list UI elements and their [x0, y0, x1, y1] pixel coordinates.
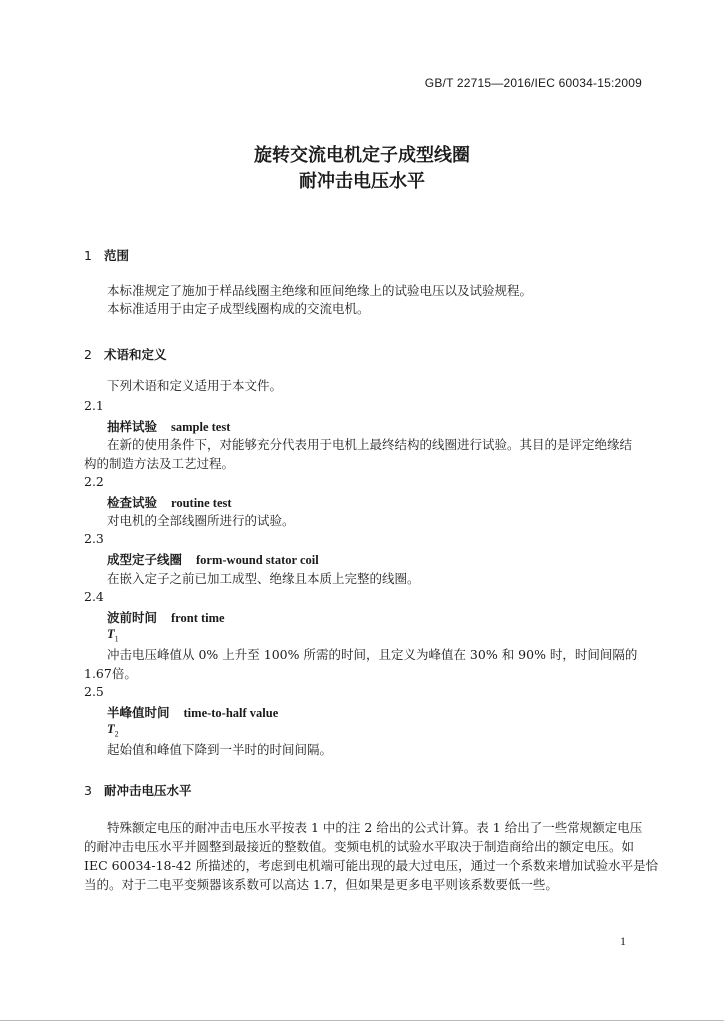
term-2-4-zh: 波前时间 — [107, 610, 158, 625]
section-2-number: 2 — [84, 347, 92, 362]
term-2-1-en: sample test — [171, 420, 231, 434]
section-3-line4: 当的。对于二电平变频器该系数可以高达 1.7，但如果是更多电平则该系数要低一些。 — [84, 877, 558, 892]
section-2-intro: 下列术语和定义适用于本文件。 — [107, 378, 283, 393]
term-2-4-en: front time — [171, 611, 225, 625]
section-2-title: 术语和定义 — [104, 347, 167, 362]
section-1-number: 1 — [84, 248, 92, 263]
document-title-line2: 耐冲击电压水平 — [299, 171, 425, 192]
bottom-divider — [0, 1020, 724, 1021]
section-3-number: 3 — [84, 783, 92, 798]
term-2-4-def-line2: 1.67倍。 — [84, 666, 137, 681]
section-1-title: 范围 — [104, 248, 130, 263]
page-number: 1 — [620, 934, 626, 948]
section-1-para-2: 本标准适用于由定子成型线圈构成的交流电机。 — [107, 301, 370, 316]
section-3-title: 耐冲击电压水平 — [104, 783, 192, 798]
term-2-2-en: routine test — [171, 496, 232, 510]
term-2-2-def: 对电机的全部线圈所进行的试验。 — [107, 513, 295, 528]
term-2-1-zh: 抽样试验 — [107, 419, 158, 434]
term-2-3-zh: 成型定子线圈 — [107, 552, 183, 567]
term-2-1 — [107, 417, 230, 435]
term-2-3-def: 在嵌入定子之前已加工成型、绝缘且本质上完整的线圈。 — [107, 571, 420, 586]
standard-code: GB/T 22715—2016/IEC 60034-15:2009 — [424, 76, 642, 90]
section-3-line1: 特殊额定电压的耐冲击电压水平按表 1 中的注 2 给出的公式计算。表 1 给出了一些常规额定电压 — [107, 820, 643, 835]
term-2-5-zh: 半峰值时间 — [107, 705, 170, 720]
section-3-line2: 的耐冲击电压水平并圆整到最接近的整数值。变频电机的试验水平取决于制造商给出的额定电压。如 — [84, 839, 635, 854]
term-2-3 — [107, 550, 319, 568]
term-2-4-symbol-subscript: 1 — [114, 634, 119, 644]
term-2-5-en: time-to-half value — [183, 706, 279, 720]
section-1-para-1: 本标准规定了施加于样品线圈主绝缘和匝间绝缘上的试验电压以及试验规程。 — [107, 283, 533, 298]
document-title-line1: 旋转交流电机定子成型线圈 — [254, 145, 470, 166]
term-2-5 — [107, 703, 278, 721]
term-2-5-symbol-letter: T — [107, 722, 115, 736]
term-2-4-symbol — [107, 627, 119, 644]
term-2-2-number: 2.2 — [84, 474, 104, 489]
term-2-1-def-line1: 在新的使用条件下，对能够充分代表用于电机上最终结构的线圈进行试验。其目的是评定绝缘结 — [107, 437, 633, 452]
term-2-4-def-line1: 冲击电压峰值从 0% 上升至 100% 所需的时间，且定义为峰值在 30% 和 90% 时，时间间隔的 — [107, 647, 638, 662]
term-2-3-number: 2.3 — [84, 531, 104, 546]
section-3-heading — [84, 781, 192, 799]
term-2-1-number: 2.1 — [84, 398, 104, 413]
section-1-heading — [84, 246, 129, 264]
section-3-line3: IEC 60034-18-42 所描述的，考虑到电机端可能出现的最大过电压，通过一个系数来增加试验水平是恰 — [84, 858, 659, 873]
term-2-5-def: 起始值和峰值下降到一半时的时间间隔。 — [107, 742, 333, 757]
term-2-4 — [107, 608, 225, 626]
term-2-5-number: 2.5 — [84, 684, 104, 699]
term-2-4-symbol-letter: T — [107, 627, 115, 641]
term-2-2 — [107, 493, 232, 511]
term-2-2-zh: 检查试验 — [107, 495, 158, 510]
term-2-3-en: form-wound stator coil — [196, 553, 319, 567]
term-2-5-symbol-subscript: 2 — [114, 729, 119, 739]
term-2-5-symbol — [107, 722, 119, 739]
term-2-4-number: 2.4 — [84, 589, 104, 604]
section-2-heading — [84, 345, 167, 363]
term-2-1-def-line2: 构的制造方法及工艺过程。 — [84, 456, 235, 471]
